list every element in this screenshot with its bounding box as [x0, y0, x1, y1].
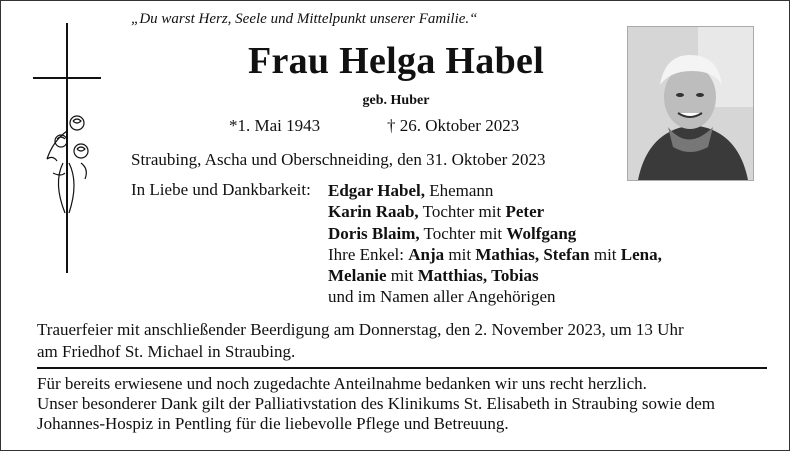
family-line-2	[328, 201, 544, 223]
family-partner: Wolfgang	[506, 224, 577, 243]
family-relation: Tochter mit	[418, 202, 506, 221]
quote: „Du warst Herz, Seele und Mittelpunkt unserer Familie.“	[131, 11, 478, 27]
grandchild-name: Mathias, Stefan	[475, 245, 590, 264]
family-name: Karin Raab,	[328, 202, 419, 221]
divider	[37, 367, 767, 369]
grandchildren-line-1	[328, 244, 662, 266]
place-date: Straubing, Ascha und Oberschneiding, den 31. Oktober 2023	[131, 150, 546, 169]
connector: mit	[386, 266, 418, 285]
connector: mit	[444, 245, 476, 264]
family-partner: Peter	[505, 202, 545, 221]
connector: mit	[589, 245, 621, 264]
portrait-illustration	[628, 27, 753, 180]
thanks-line: Für bereits erwiesene und noch zugedachte Anteilnahme bedanken wir uns recht herzlich.	[37, 374, 647, 393]
grandchild-name: Anja	[408, 245, 445, 264]
funeral-line: Trauerfeier mit anschließender Beerdigung am Donnerstag, den 2. November 2023, um 13 Uhr	[37, 320, 684, 339]
other-relatives: und im Namen aller Angehörigen	[328, 287, 556, 306]
funeral-info	[37, 319, 684, 363]
portrait-photo	[627, 26, 754, 181]
family-relation: Tochter mit	[419, 224, 507, 243]
family-line-3	[328, 223, 576, 245]
family-relation: Ehemann	[424, 181, 494, 200]
grandchildren-intro: Ihre Enkel:	[328, 245, 409, 264]
thanks-line: Johannes-Hospiz in Pentling für die liebevolle Pflege und Betreuung.	[37, 414, 509, 433]
family-name: Doris Blaim,	[328, 224, 420, 243]
deceased-name: Frau Helga Habel	[247, 40, 545, 82]
family-name: Edgar Habel,	[328, 181, 425, 200]
thanks-text	[37, 374, 715, 434]
death-date: † 26. Oktober 2023	[387, 116, 520, 135]
grandchild-name: Lena,	[620, 245, 662, 264]
grandchild-name: Melanie	[328, 266, 387, 285]
birth-date: *1. Mai 1943	[229, 116, 321, 135]
thanks-line: Unser besonderer Dank gilt der Palliativstation des Klinikums St. Elisabeth in Straubing sowie dem	[37, 394, 716, 413]
birth-name: geb. Huber	[362, 93, 430, 108]
grandchild-name: Matthias, Tobias	[417, 266, 539, 285]
grandchildren-line-2	[328, 265, 539, 287]
love-label: In Liebe und Dankbarkeit:	[131, 180, 311, 199]
funeral-line: am Friedhof St. Michael in Straubing.	[37, 342, 296, 361]
family-line-1	[328, 180, 493, 202]
